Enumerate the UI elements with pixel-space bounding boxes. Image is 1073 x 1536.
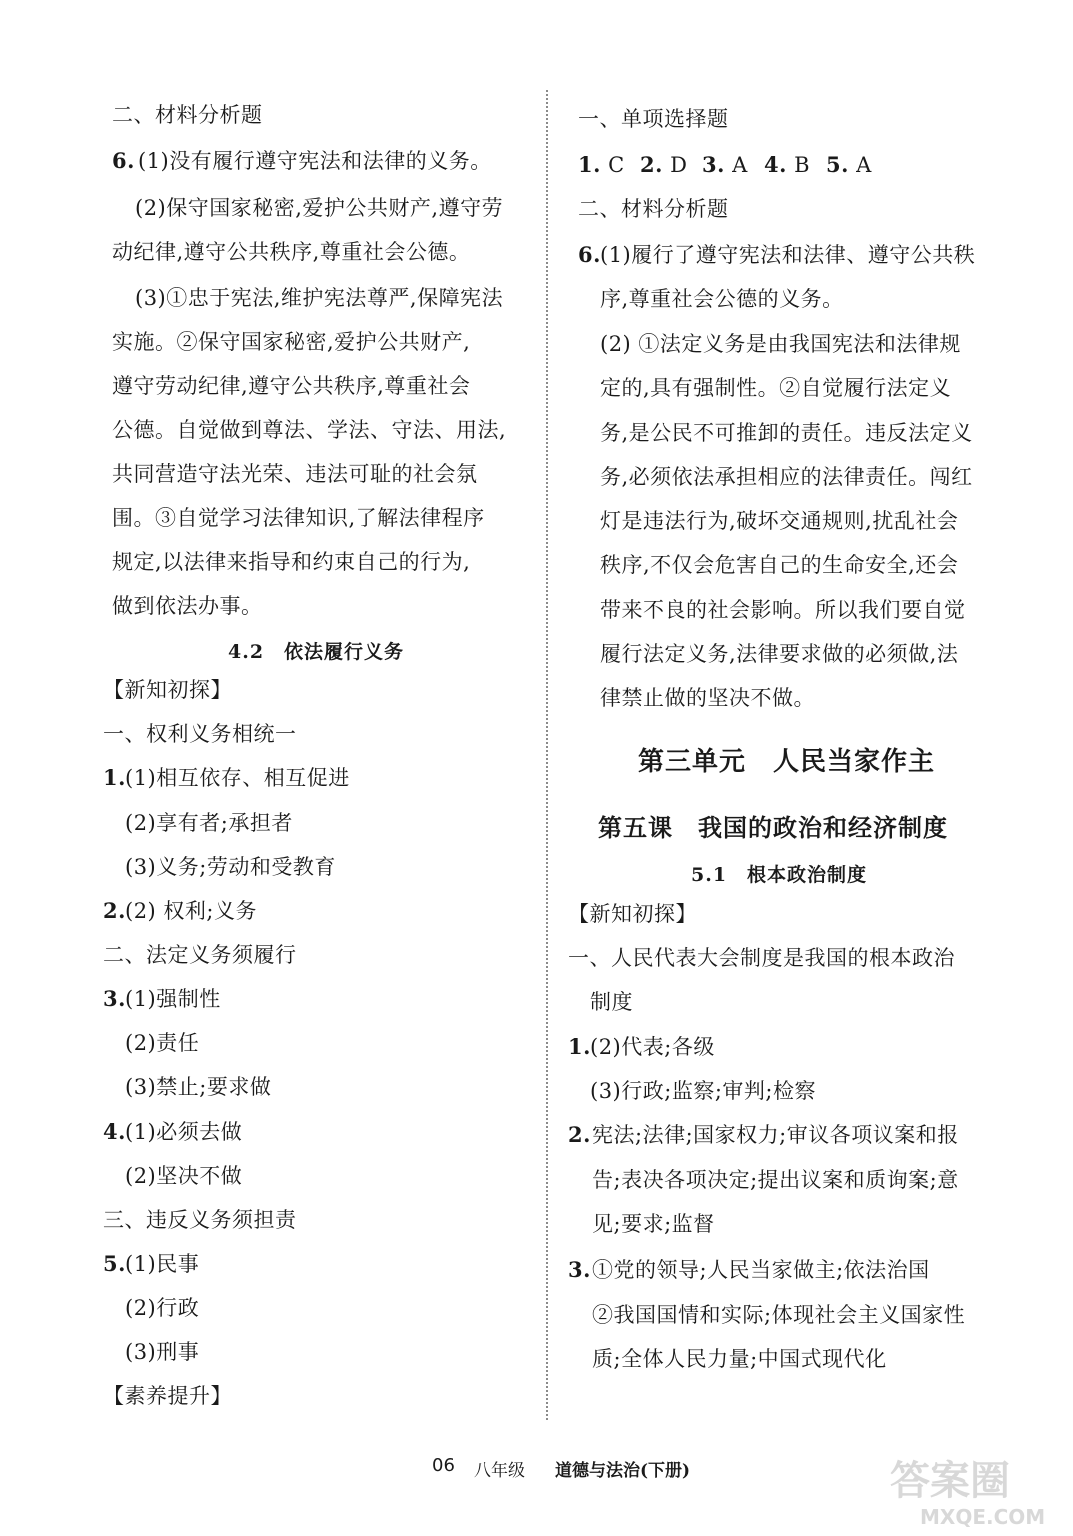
right-b1-t2: (3)行政;监察;审判;检察 — [590, 1079, 816, 1103]
watermark-logo — [880, 1450, 1070, 1530]
grade-label: 八年级 — [474, 1461, 525, 1481]
left-a5-t2: (2)行政 — [125, 1296, 200, 1320]
section-title-5-1: 5.1 根本政治制度 — [691, 864, 868, 886]
mc-answer-3: 3. A — [702, 152, 748, 177]
left-a5-t3: (3)刑事 — [125, 1340, 200, 1364]
left-a3-t1: (1)强制性 — [125, 987, 221, 1011]
left-part3-heading: 三、违反义务须担责 — [103, 1208, 297, 1232]
right-q6-number: 6. — [578, 242, 601, 267]
right-q6-1-line: (1)履行了遵守宪法和法律、遵守公共秩 — [600, 243, 976, 267]
left-a1-number: 1. — [103, 765, 126, 790]
page-number: 06 — [432, 1455, 455, 1476]
mc-answer-1: 1. C — [578, 152, 625, 177]
left-sec2-heading: 二、材料分析题 — [112, 103, 263, 127]
left-a3-number: 3. — [103, 986, 126, 1011]
left-q6-part1: (1)没有履行遵守宪法和法律的义务。 — [138, 149, 492, 173]
column-divider — [546, 90, 548, 1420]
left-a1-t3: (3)义务;劳动和受教育 — [125, 855, 336, 879]
right-q6-2-line: 务,是公民不可推卸的责任。违反法定义 — [600, 421, 973, 445]
left-a5-number: 5. — [103, 1251, 126, 1276]
right-sec2-heading: 二、材料分析题 — [578, 197, 729, 221]
right-b3-t1: ①党的领导;人民当家做主;依法治国 — [592, 1258, 930, 1282]
right-b2-number: 2. — [568, 1122, 591, 1147]
right-b1-number: 1. — [568, 1034, 591, 1059]
section-title-4-2: 4.2 依法履行义务 — [228, 641, 405, 663]
left-a2-t1: (2) 权利;义务 — [125, 899, 257, 923]
right-b2-line: 告;表决各项决定;提出议案和质询案;意 — [592, 1168, 959, 1192]
left-q6-3-line: 规定,以法律来指导和约束自己的行为, — [112, 550, 471, 574]
right-q6-2-line: 带来不良的社会影响。所以我们要自觉 — [600, 598, 966, 622]
left-q6-2-line: 动纪律,遵守公共秩序,尊重社会公德。 — [112, 240, 471, 264]
right-b3-line: ②我国国情和实际;体现社会主义国家性 — [592, 1303, 966, 1327]
mc-answer-2: 2. D — [640, 152, 688, 177]
left-part1-heading: 一、权利义务相统一 — [103, 722, 297, 746]
watermark-url: MXQE.COM — [920, 1505, 1046, 1529]
left-q6-3-line: (3)①忠于宪法,维护宪法尊严,保障宪法 — [135, 286, 504, 310]
left-a4-t2: (2)坚决不做 — [125, 1164, 243, 1188]
right-q6-2-line: 定的,具有强制性。②自觉履行法定义 — [600, 376, 952, 400]
right-q6-2-line: 秩序,不仅会危害自己的生命安全,还会 — [600, 553, 959, 577]
left-q6-3-line: 围。③自觉学习法律知识,了解法律程序 — [112, 506, 485, 530]
left-xinzhi-label: 【新知初探】 — [103, 678, 232, 702]
left-a1-t2: (2)享有者;承担者 — [125, 811, 293, 835]
right-part1-line: 一、人民代表大会制度是我国的根本政治 — [568, 946, 955, 970]
left-a3-t2: (2)责任 — [125, 1031, 200, 1055]
right-sec1-heading: 一、单项选择题 — [578, 107, 729, 131]
mc-answer-5: 5. A — [826, 152, 872, 177]
left-a3-t3: (3)禁止;要求做 — [125, 1075, 272, 1099]
left-suyang-label: 【素养提升】 — [103, 1384, 232, 1408]
left-q6-3-line: 做到依法办事。 — [112, 594, 263, 618]
right-b1-t1: (2)代表;各级 — [590, 1035, 715, 1059]
left-a4-t1: (1)必须去做 — [125, 1120, 243, 1144]
right-q6-2-line: (2) ①法定义务是由我国宪法和法律规 — [600, 332, 961, 356]
lesson-title: 第五课 我国的政治和经济制度 — [598, 814, 948, 842]
left-q6-2-line: (2)保守国家秘密,爱护公共财产,遵守劳 — [135, 196, 504, 220]
left-part2-heading: 二、法定义务须履行 — [103, 943, 297, 967]
right-q6-2-line: 履行法定义务,法律要求做的必须做,法 — [600, 642, 959, 666]
left-a2-number: 2. — [103, 898, 126, 923]
right-b3-line: 质;全体人民力量;中国式现代化 — [592, 1347, 887, 1371]
left-q6-3-line: 共同营造守法光荣、违法可耻的社会氛 — [112, 462, 478, 486]
left-q6-3-line: 遵守劳动纪律,遵守公共秩序,尊重社会 — [112, 374, 471, 398]
right-q6-1-line: 序,尊重社会公德的义务。 — [600, 287, 844, 311]
left-a4-number: 4. — [103, 1119, 126, 1144]
right-b3-number: 3. — [568, 1257, 591, 1282]
right-b2-line: 见;要求;监督 — [592, 1212, 715, 1236]
left-q6-3-line: 实施。②保守国家秘密,爱护公共财产, — [112, 330, 471, 354]
right-q6-2-line: 务,必须依法承担相应的法律责任。闯红 — [600, 465, 973, 489]
subject-label: 道德与法治(下册) — [555, 1461, 691, 1481]
right-b2-line: 宪法;法律;国家权力;审议各项议案和报 — [592, 1123, 959, 1147]
right-q6-2-line: 灯是违法行为,破坏交通规则,扰乱社会 — [600, 509, 959, 533]
left-a5-t1: (1)民事 — [125, 1252, 200, 1276]
mc-answer-4: 4. B — [764, 152, 811, 177]
left-a1-t1: (1)相互依存、相互促进 — [125, 766, 350, 790]
right-xinzhi-label: 【新知初探】 — [568, 902, 697, 926]
right-part1-line: 制度 — [590, 990, 633, 1014]
right-q6-2-line: 律禁止做的坚决不做。 — [600, 686, 815, 710]
left-q6-number: 6. — [112, 148, 135, 173]
unit-title: 第三单元 人民当家作主 — [638, 747, 936, 777]
watermark-text: 答案圈 — [890, 1458, 1010, 1504]
left-q6-3-line: 公德。自觉做到尊法、学法、守法、用法, — [112, 418, 507, 442]
